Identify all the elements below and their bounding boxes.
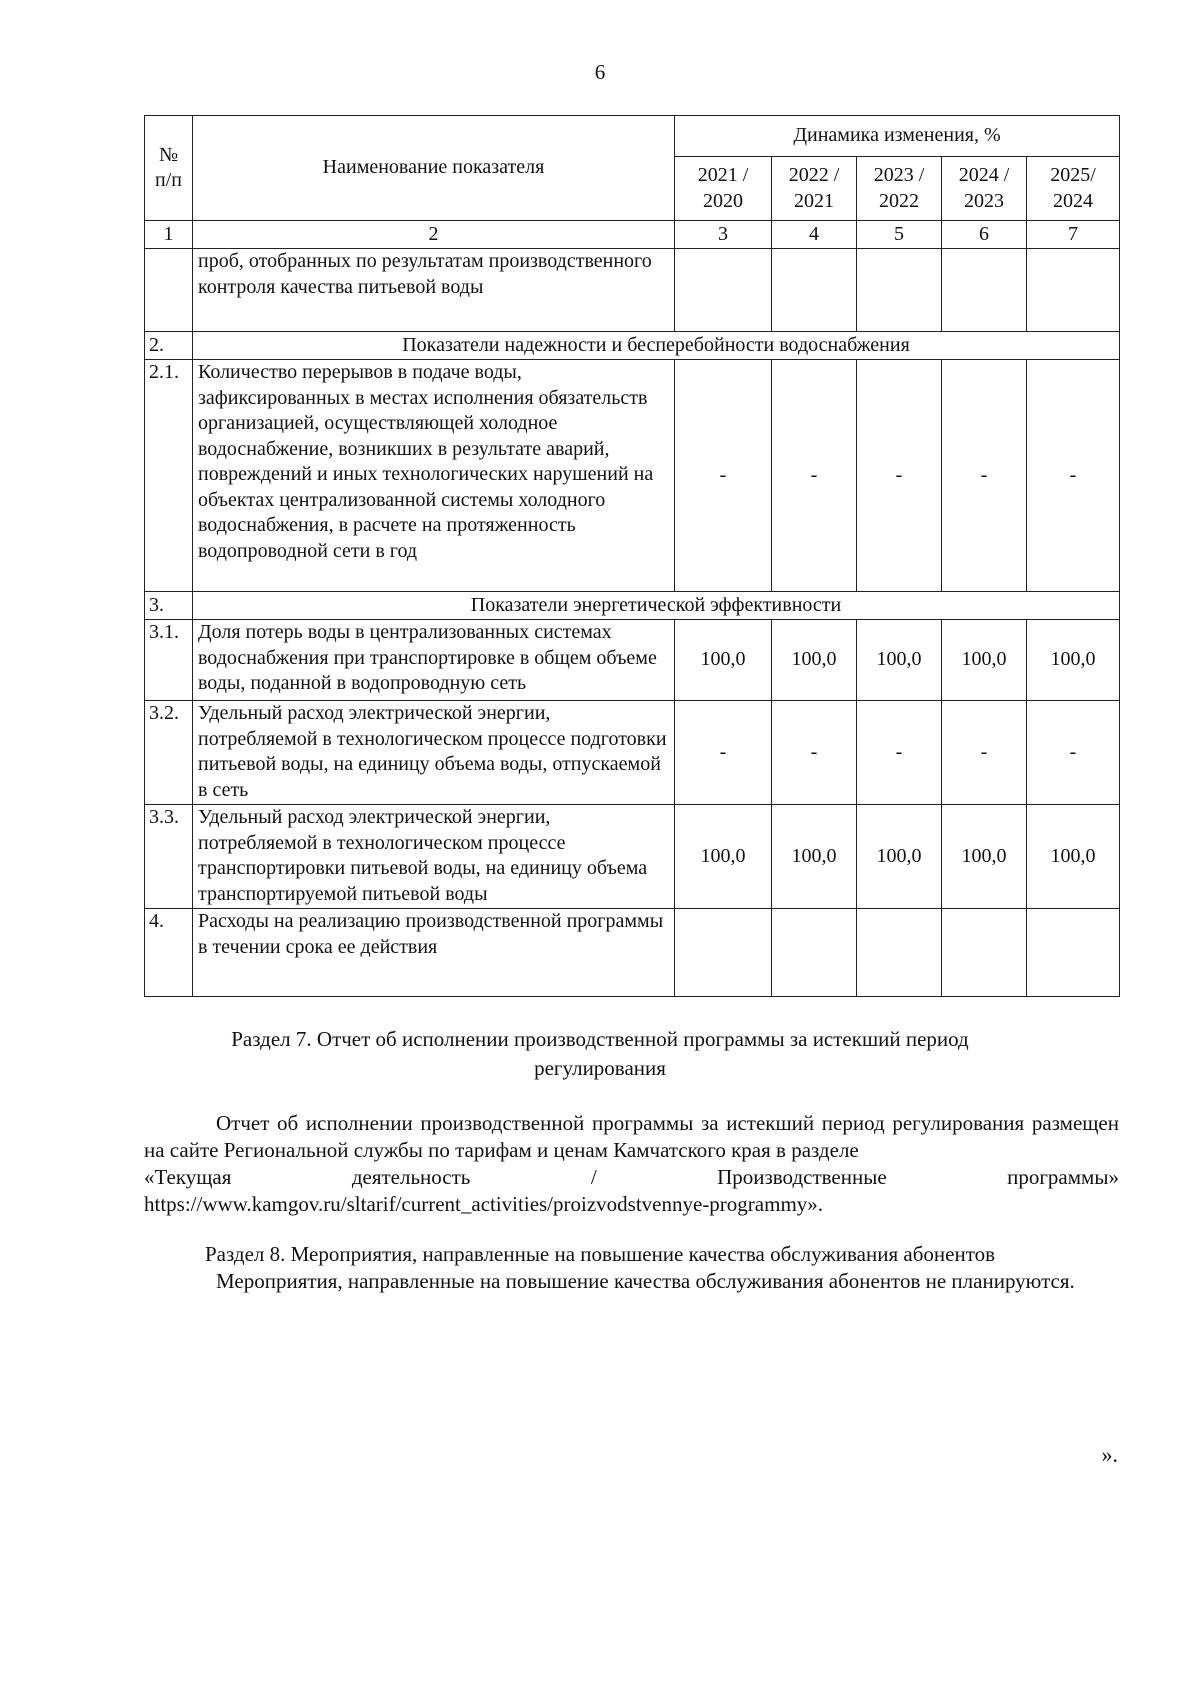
col-number: 3 — [675, 221, 772, 249]
row-value: - — [857, 360, 942, 592]
row-value: 100,0 — [772, 805, 857, 909]
section8-text: Мероприятия, направленные на повышение качества обслуживания абонентов не планируются. — [216, 1269, 1075, 1293]
header-num: № п/п — [145, 116, 193, 221]
row-name: проб, отобранных по результатам производственного контроля качества питьевой воды — [193, 249, 675, 332]
link-word: Производственные — [717, 1165, 887, 1189]
row-value: - — [772, 360, 857, 592]
section7-link-line — [144, 1164, 1119, 1191]
header-year: 2025/ 2024 — [1027, 157, 1120, 221]
page-number: 6 — [594, 60, 606, 84]
table-row — [145, 360, 1120, 592]
link-word: «Текущая — [144, 1165, 232, 1189]
row-num: 4. — [145, 909, 193, 997]
closing-quote: ». — [1101, 1442, 1118, 1467]
link-word: / — [590, 1165, 597, 1189]
row-value: - — [857, 701, 942, 805]
row-value: 100,0 — [942, 805, 1027, 909]
section7-title: Раздел 7. Отчет об исполнении производственной программы за истекший период регулирования — [231, 1027, 969, 1080]
section-num: 2. — [145, 332, 193, 360]
row-name: Количество перерывов в подаче воды, зафиксированных в местах исполнения обязательств организацией, осуществляющей холодное водоснабжение, возникших в результате аварий, повреждений и иных технологических нарушений на объектах централизованной системы холодного водоснабжения, в расчете на протяженность водопроводной сети в год — [193, 360, 675, 592]
table-row — [145, 620, 1120, 701]
row-value: 100,0 — [772, 620, 857, 701]
header-year: 2023 / 2022 — [857, 157, 942, 221]
indicators-table — [144, 115, 1120, 997]
col-number: 6 — [942, 221, 1027, 249]
table-row — [145, 249, 1120, 332]
row-num: 2.1. — [145, 360, 193, 592]
row-value: - — [942, 701, 1027, 805]
row-value: - — [1027, 360, 1120, 592]
row-value: 100,0 — [675, 805, 772, 909]
row-name: Расходы на реализацию производственной программы в течении срока ее действия — [193, 909, 675, 997]
section-row — [145, 332, 1120, 360]
table-row — [145, 701, 1120, 805]
col-number: 2 — [193, 221, 675, 249]
row-value: - — [942, 360, 1027, 592]
header-dynamics: Динамика изменения, % — [675, 116, 1120, 157]
col-number: 5 — [857, 221, 942, 249]
row-name: Удельный расход электрической энергии, потребляемой в технологическом процессе подготовки питьевой воды, на единицу объема воды, отпускаемой в сеть — [193, 701, 675, 805]
section8-title: Раздел 8. Мероприятия, направленные на повышение качества обслуживания абонентов — [204, 1242, 996, 1266]
section-title: Показатели надежности и бесперебойности водоснабжения — [193, 332, 1120, 360]
header-name: Наименование показателя — [193, 116, 675, 221]
section-title: Показатели энергетической эффективности — [193, 592, 1120, 620]
section-num: 3. — [145, 592, 193, 620]
section-row — [145, 592, 1120, 620]
section7-text: Отчет об исполнении производственной программы за истекший период регулирования размещен на сайте Региональной службы по тарифам и ценам Камчатского края в разделе — [144, 1111, 1119, 1162]
row-value: - — [1027, 701, 1120, 805]
header-year: 2022 / 2021 — [772, 157, 857, 221]
col-number: 4 — [772, 221, 857, 249]
row-name: Удельный расход электрической энергии, потребляемой в технологическом процессе транспортировки питьевой воды, на единицу объема транспортируемой питьевой воды — [193, 805, 675, 909]
header-year: 2021 / 2020 — [675, 157, 772, 221]
table-row — [145, 805, 1120, 909]
row-value: - — [772, 701, 857, 805]
section7-body — [144, 1110, 1119, 1218]
row-value: - — [675, 701, 772, 805]
header-year: 2024 / 2023 — [942, 157, 1027, 221]
row-num: 3.2. — [145, 701, 193, 805]
row-name: Доля потерь воды в централизованных системах водоснабжения при транспортировке в общем объеме воды, поданной в водопроводную сеть — [193, 620, 675, 701]
col-number: 7 — [1027, 221, 1120, 249]
table-row — [145, 909, 1120, 997]
row-value: 100,0 — [857, 620, 942, 701]
link-word: деятельность — [351, 1165, 471, 1189]
link-word: программы» — [1007, 1165, 1119, 1189]
section7-url: https://www.kamgov.ru/sltarif/current_activities/proizvodstvennye-programmy». — [144, 1192, 824, 1216]
row-value: 100,0 — [1027, 620, 1120, 701]
col-number: 1 — [145, 221, 193, 249]
row-num: 3.1. — [145, 620, 193, 701]
row-value: 100,0 — [675, 620, 772, 701]
row-num: 3.3. — [145, 805, 193, 909]
row-value: 100,0 — [857, 805, 942, 909]
column-numbers-row — [145, 221, 1120, 249]
row-value: - — [675, 360, 772, 592]
row-value: 100,0 — [942, 620, 1027, 701]
row-value: 100,0 — [1027, 805, 1120, 909]
